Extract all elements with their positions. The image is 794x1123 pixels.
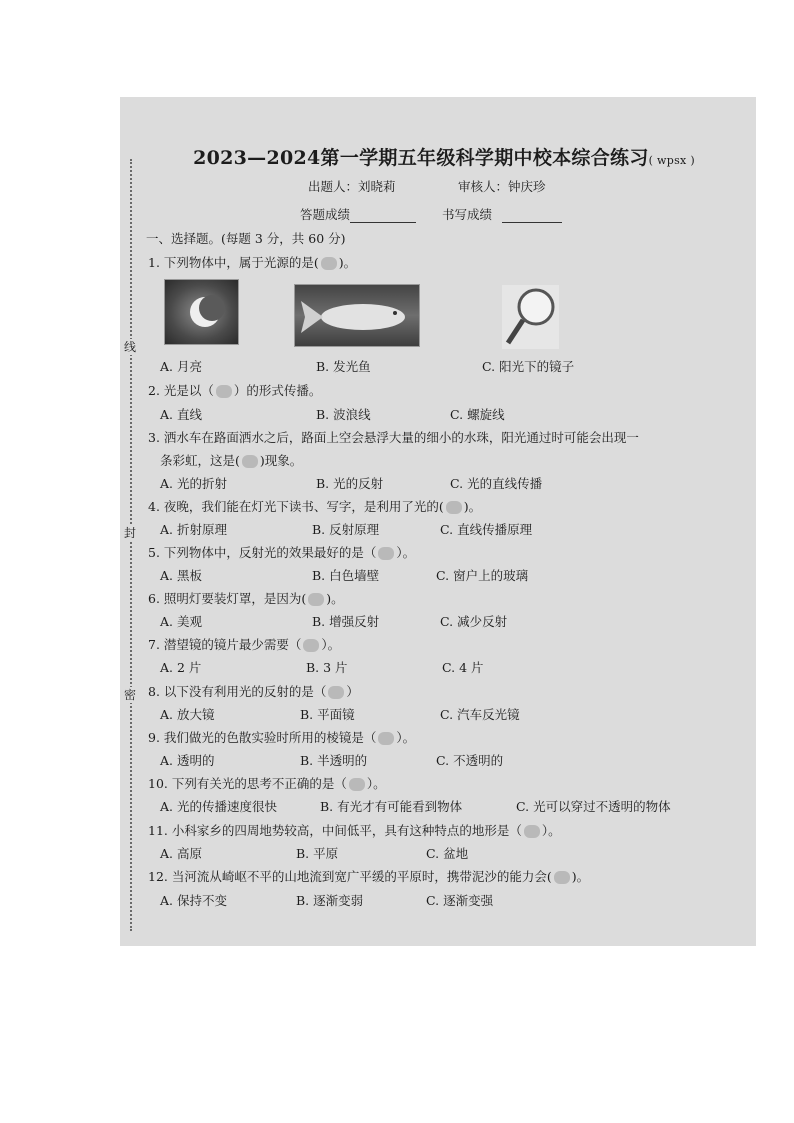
q3-option-c: C. 光的直线传播 — [450, 476, 543, 491]
answer-slot-12[interactable] — [554, 871, 570, 884]
answer-slot-4[interactable] — [446, 501, 462, 514]
answer-slot-9[interactable] — [378, 732, 394, 745]
q2-option-c: C. 螺旋线 — [450, 407, 505, 422]
q7-option-b: B. 3 片 — [306, 660, 348, 675]
question-8: 8. 以下没有利用光的反射的是（ ） — [148, 684, 359, 699]
q5-option-c: C. 窗户上的玻璃 — [436, 568, 529, 583]
q6-option-b: B. 增强反射 — [312, 614, 380, 629]
q3-option-b: B. 光的反射 — [316, 476, 384, 491]
question-12: 12. 当河流从崎岖不平的山地流到宽广平缓的平原时，携带泥沙的能力会( )。 — [148, 869, 590, 884]
glowing-fish-image — [294, 284, 420, 347]
q11-option-a: A. 高原 — [160, 846, 202, 861]
answer-slot-7[interactable] — [303, 639, 319, 652]
q5-option-b: B. 白色墙壁 — [312, 568, 380, 583]
q1-option-c: C. 阳光下的镜子 — [482, 359, 575, 374]
q2-option-b: B. 波浪线 — [316, 407, 371, 422]
q11-option-b: B. 平原 — [296, 846, 339, 861]
q9-option-c: C. 不透明的 — [436, 753, 504, 768]
q10-option-a: A. 光的传播速度很快 — [160, 799, 277, 814]
section-title: 一、选择题。(每题 3 分，共 60 分) — [146, 231, 346, 246]
reviewer-line: 审核人：钟庆珍 — [458, 179, 546, 194]
q6-option-c: C. 减少反射 — [440, 614, 508, 629]
q12-option-b: B. 逐渐变弱 — [296, 893, 364, 908]
moon-image — [164, 279, 239, 345]
question-7: 7. 潜望镜的镜片最少需要（ ）。 — [148, 637, 341, 652]
question-5: 5. 下列物体中，反射光的效果最好的是（ ）。 — [148, 545, 416, 560]
magnifier-image — [502, 285, 559, 349]
q1-option-b: B. 发光鱼 — [316, 359, 371, 374]
q11-option-c: C. 盆地 — [426, 846, 469, 861]
question-1: 1. 下列物体中，属于光源的是( )。 — [148, 255, 357, 270]
q9-option-a: A. 透明的 — [160, 753, 215, 768]
q10-option-c: C. 光可以穿过不透明的物体 — [516, 799, 671, 814]
score-answer: 答题成绩 — [300, 207, 416, 223]
score-writing-blank[interactable] — [502, 209, 562, 223]
margin-label-xian: 线 — [123, 340, 136, 354]
page-title: 2023—2024第一学期五年级科学期中校本综合练习( wpsx ) — [193, 147, 695, 169]
answer-slot-6[interactable] — [308, 593, 324, 606]
author-line: 出题人：刘晓莉 — [308, 179, 396, 194]
q4-option-c: C. 直线传播原理 — [440, 522, 533, 537]
answer-slot-11[interactable] — [524, 825, 540, 838]
q12-option-a: A. 保持不变 — [160, 893, 227, 908]
q7-option-a: A. 2 片 — [160, 660, 202, 675]
binding-line — [130, 159, 132, 931]
title-suffix: ( wpsx ) — [648, 154, 695, 167]
q1-option-a: A. 月亮 — [160, 359, 202, 374]
question-10: 10. 下列有关光的思考不正确的是（ ）。 — [148, 776, 386, 791]
q6-option-a: A. 美观 — [160, 614, 202, 629]
question-9: 9. 我们做光的色散实验时所用的棱镜是（ ）。 — [148, 730, 416, 745]
answer-slot-2[interactable] — [216, 385, 232, 398]
answer-slot-10[interactable] — [349, 778, 365, 791]
q8-option-b: B. 平面镜 — [300, 707, 355, 722]
margin-label-mi: 密 — [123, 688, 136, 702]
q7-option-c: C. 4 片 — [442, 660, 484, 675]
q9-option-b: B. 半透明的 — [300, 753, 368, 768]
question-4: 4. 夜晚，我们能在灯光下读书、写字，是利用了光的( )。 — [148, 499, 482, 514]
q10-option-b: B. 有光才有可能看到物体 — [320, 799, 463, 814]
question-3: 3. 洒水车在路面洒水之后，路面上空会悬浮大量的细小的水珠，阳光通过时可能会出现一 — [148, 430, 639, 445]
answer-slot-8[interactable] — [328, 686, 344, 699]
score-answer-blank[interactable] — [350, 209, 416, 223]
question-2: 2. 光是以（ ）的形式传播。 — [148, 383, 322, 398]
q4-option-a: A. 折射原理 — [160, 522, 227, 537]
answer-slot-1[interactable] — [321, 257, 337, 270]
q2-option-a: A. 直线 — [160, 407, 202, 422]
score-writing: 书写成绩 — [442, 207, 562, 223]
question-6: 6. 照明灯要装灯罩，是因为( )。 — [148, 591, 344, 606]
answer-slot-5[interactable] — [378, 547, 394, 560]
exam-paper — [120, 97, 756, 946]
q12-option-c: C. 逐渐变强 — [426, 893, 494, 908]
q4-option-b: B. 反射原理 — [312, 522, 380, 537]
margin-label-feng: 封 — [123, 526, 136, 540]
q5-option-a: A. 黑板 — [160, 568, 202, 583]
q8-option-c: C. 汽车反光镜 — [440, 707, 520, 722]
q8-option-a: A. 放大镜 — [160, 707, 215, 722]
question-11: 11. 小科家乡的四周地势较高，中间低平，具有这种特点的地形是（ ）。 — [148, 823, 561, 838]
q3-option-a: A. 光的折射 — [160, 476, 227, 491]
answer-slot-3[interactable] — [242, 455, 258, 468]
question-3-cont: 条彩虹，这是( )现象。 — [160, 453, 303, 468]
